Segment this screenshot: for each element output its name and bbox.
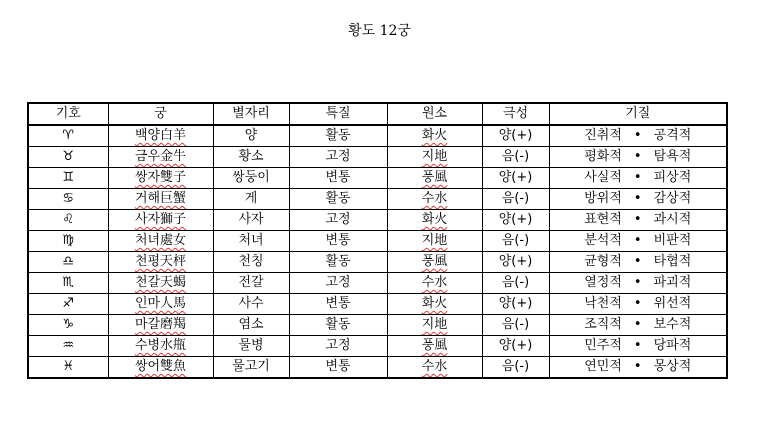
quality-cell: 활동 [325,254,351,269]
house-cell: 천평天枰 [134,254,187,269]
constellation-cell: 사수 [238,296,264,311]
house-cell: 천갈天蝎 [134,275,187,290]
temperament-negative: 보수적 [653,317,692,332]
constellation-cell: 전갈 [238,275,264,290]
table-row [28,189,727,210]
temperament-positive: 민주적 [584,338,622,353]
bullet-separator: • [633,191,642,206]
element-cell: 풍風 [421,338,448,353]
header-polarity: 극성 [482,103,549,125]
table-row [28,273,727,294]
table-row [28,252,727,273]
bullet-separator: • [633,359,642,374]
quality-cell: 변통 [325,359,351,374]
house-cell: 마갈磨羯 [134,317,187,332]
quality-cell: 고정 [325,338,351,353]
table-row [28,231,727,252]
bullet-separator: • [633,296,642,311]
zodiac-symbol-icon: ♏ [62,275,75,290]
polarity-cell: 음(-) [501,317,530,332]
constellation-cell: 물병 [238,338,264,353]
temperament-negative: 피상적 [653,170,692,185]
temperament-negative: 감상적 [653,191,692,206]
temperament-negative: 당파적 [653,338,692,353]
table-header-row [28,103,727,125]
temperament-positive: 사실적 [584,170,622,185]
zodiac-symbol-icon: ♎ [62,254,75,269]
temperament-positive: 분석적 [584,233,622,248]
element-cell: 화火 [421,128,448,143]
element-cell: 풍風 [421,170,448,185]
zodiac-table [27,102,728,379]
constellation-cell: 천칭 [238,254,264,269]
polarity-cell: 음(-) [501,191,530,206]
table-row [28,168,727,189]
house-cell: 거해巨蟹 [134,191,187,206]
quality-cell: 활동 [325,191,351,206]
bullet-separator: • [633,212,642,227]
header-temperament: 기질 [549,103,727,125]
bullet-separator: • [633,254,642,269]
temperament-positive: 조직적 [584,317,622,332]
zodiac-symbol-icon: ♑ [62,317,75,332]
constellation-cell: 황소 [238,149,264,164]
table-row [28,294,727,315]
element-cell: 지地 [421,317,448,332]
table-row [28,336,727,357]
table-row [28,147,727,168]
quality-cell: 변통 [325,296,351,311]
polarity-cell: 양(+) [498,296,533,311]
zodiac-symbol-icon: ♊ [62,170,75,185]
constellation-cell: 사자 [238,212,264,227]
header-constellation: 별자리 [213,103,289,125]
house-cell: 수병水甁 [134,338,187,353]
element-cell: 화火 [421,212,448,227]
element-cell: 풍風 [421,254,448,269]
header-quality: 특질 [289,103,387,125]
house-cell: 처녀處女 [134,233,187,248]
bullet-separator: • [633,128,642,143]
constellation-cell: 물고기 [232,359,270,374]
polarity-cell: 음(-) [501,359,530,374]
temperament-positive: 평화적 [584,149,622,164]
constellation-cell: 게 [244,191,258,206]
quality-cell: 변통 [325,170,351,185]
house-cell: 쌍자雙子 [134,170,187,185]
temperament-positive: 진취적 [584,128,622,143]
zodiac-symbol-icon: ♉ [62,149,75,164]
quality-cell: 고정 [325,275,351,290]
quality-cell: 활동 [325,317,351,332]
temperament-positive: 표현적 [584,212,622,227]
temperament-positive: 열정적 [584,275,622,290]
polarity-cell: 양(+) [498,212,533,227]
element-cell: 지地 [421,149,448,164]
zodiac-symbol-icon: ♐ [62,296,75,311]
element-cell: 화火 [421,296,448,311]
polarity-cell: 양(+) [498,254,533,269]
house-cell: 쌍어雙魚 [134,359,187,374]
quality-cell: 변통 [325,233,351,248]
document-title: 황도 12궁 [348,23,411,39]
polarity-cell: 양(+) [498,128,533,143]
polarity-cell: 음(-) [501,149,530,164]
temperament-negative: 타협적 [653,254,692,269]
house-cell: 백양白羊 [134,128,187,143]
constellation-cell: 양 [244,128,258,143]
quality-cell: 고정 [325,212,351,227]
house-cell: 인마人馬 [134,296,187,311]
polarity-cell: 양(+) [498,170,533,185]
zodiac-symbol-icon: ♋ [62,191,75,206]
temperament-negative: 파괴적 [653,275,692,290]
temperament-positive: 연민적 [584,359,622,374]
polarity-cell: 양(+) [498,338,533,353]
table-row [28,125,727,147]
bullet-separator: • [633,233,642,248]
header-element: 원소 [387,103,482,125]
bullet-separator: • [633,338,642,353]
constellation-cell: 염소 [238,317,264,332]
zodiac-symbol-icon: ♌ [62,212,75,227]
house-cell: 금우金牛 [134,149,187,164]
bullet-separator: • [633,149,642,164]
temperament-positive: 낙천적 [584,296,622,311]
temperament-positive: 방위적 [584,191,622,206]
zodiac-symbol-icon: ♓ [62,359,75,374]
table-row [28,315,727,336]
quality-cell: 고정 [325,149,351,164]
constellation-cell: 처녀 [238,233,264,248]
quality-cell: 활동 [325,128,351,143]
element-cell: 지地 [421,233,448,248]
table-row [28,357,727,379]
bullet-separator: • [633,275,642,290]
header-symbol: 기호 [28,103,108,125]
temperament-negative: 비판적 [653,233,692,248]
table-row [28,210,727,231]
temperament-negative: 위선적 [653,296,692,311]
temperament-negative: 공격적 [653,128,692,143]
bullet-separator: • [633,317,642,332]
bullet-separator: • [633,170,642,185]
zodiac-symbol-icon: ♒ [62,338,75,353]
constellation-cell: 쌍둥이 [232,170,270,185]
element-cell: 수水 [421,275,448,290]
house-cell: 사자獅子 [134,212,187,227]
element-cell: 수水 [421,191,448,206]
temperament-negative: 과시적 [653,212,692,227]
temperament-negative: 몽상적 [653,359,692,374]
zodiac-symbol-icon: ♍ [62,233,75,248]
temperament-positive: 균형적 [584,254,622,269]
header-house: 궁 [108,103,213,125]
polarity-cell: 음(-) [501,233,530,248]
temperament-negative: 탐욕적 [653,149,692,164]
element-cell: 수水 [421,359,448,374]
zodiac-symbol-icon: ♈ [62,128,75,143]
polarity-cell: 음(-) [501,275,530,290]
